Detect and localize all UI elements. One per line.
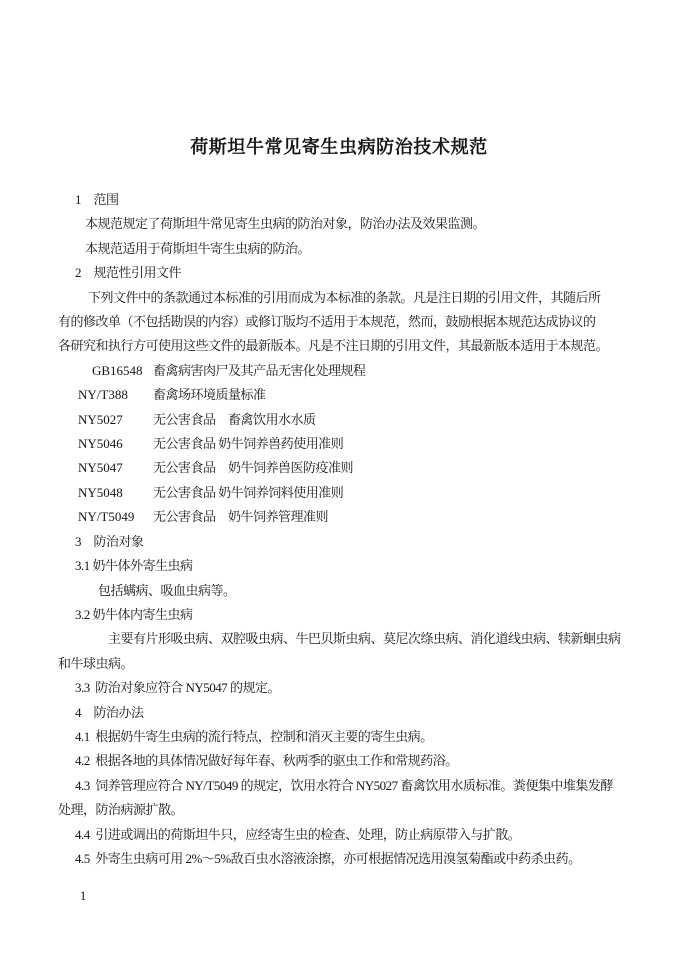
reference-desc: 无公害食品 畜禽饮用水水质 bbox=[153, 411, 316, 427]
section-3-2-paragraph-line: 和牛球虫病。 bbox=[58, 655, 134, 671]
section-4-4-clause: 4.4 引进或调出的荷斯坦牛只，应经寄生虫的检查、处理，防止病原带入与扩散。 bbox=[75, 826, 521, 842]
reference-code: NY/T388 bbox=[78, 387, 128, 403]
section-1-paragraph: 本规范适用于荷斯坦牛寄生虫病的防治。 bbox=[85, 240, 311, 256]
reference-item bbox=[58, 408, 620, 432]
reference-desc: 无公害食品 奶牛饲养兽医防疫准则 bbox=[153, 460, 354, 476]
section-4-3-clause-line: 4.3 饲养管理应符合 NY/T5049 的规定，饮用水符合 NY5027 畜禽饮用水质标准。粪便集中堆集发酵 bbox=[75, 777, 613, 793]
section-4-5-clause: 4.5 外寄生虫病可用 2%～5%敌百虫水溶液涂擦，亦可根据情况选用溴氢菊酯或中药杀虫药。 bbox=[75, 850, 581, 866]
reference-code: NY5027 bbox=[78, 411, 123, 427]
section-3-2-heading: 3.2 奶牛体内寄生虫病 bbox=[75, 606, 193, 622]
section-4-3-clause-line: 处理，防治病源扩散。 bbox=[58, 802, 184, 818]
section-2-intro-line: 下列文件中的条款通过本标准的引用而成为本标准的条款。凡是注日期的引用文件，其随后所 bbox=[88, 289, 601, 305]
reference-item bbox=[58, 359, 620, 383]
section-2-intro-line: 各研究和执行方可使用这些文件的最新版本。凡是不注日期的引用文件，其最新版本适用于本规范。 bbox=[58, 338, 609, 354]
reference-code: NY5048 bbox=[78, 484, 123, 500]
reference-item bbox=[58, 383, 620, 407]
reference-item bbox=[58, 432, 620, 456]
section-3-heading: 3 防治对象 bbox=[75, 533, 144, 549]
section-1-paragraph: 本规范规定了荷斯坦牛常见寄生虫病的防治对象，防治办法及效果监测。 bbox=[85, 216, 486, 232]
reference-code: NY/T5049 bbox=[78, 509, 135, 525]
document-title: 荷斯坦牛常见寄生虫病防治技术规范 bbox=[190, 137, 488, 157]
reference-desc: 畜禽病害肉尸及其产品无害化处理规程 bbox=[153, 362, 366, 378]
reference-code: NY5047 bbox=[78, 460, 123, 476]
document-content bbox=[58, 134, 620, 871]
reference-item bbox=[58, 456, 620, 480]
section-4-1-clause: 4.1 根据奶牛寄生虫病的流行特点，控制和消灭主要的寄生虫病。 bbox=[75, 728, 433, 744]
section-3-1-paragraph: 包括螨病、吸血虫病等。 bbox=[98, 582, 236, 598]
section-3-2-paragraph-line: 主要有片形吸虫病、双腔吸虫病、牛巴贝斯虫病、莫尼次绦虫病、消化道线虫病、犊新蛔虫病 bbox=[108, 631, 621, 647]
section-2-intro-line: 有的修改单（不包括勘误的内容）或修订版均不适用于本规范，然而，鼓励根据本规范达成协议的 bbox=[58, 314, 596, 330]
page-number: 1 bbox=[80, 889, 87, 903]
reference-code: GB16548 bbox=[92, 362, 143, 378]
section-3-1-heading: 3.1 奶牛体外寄生虫病 bbox=[75, 558, 193, 574]
reference-desc: 无公害食品 奶牛饲养饲料使用准则 bbox=[153, 484, 344, 500]
section-1-heading: 1 范围 bbox=[75, 192, 119, 207]
reference-desc: 无公害食品 奶牛饲养兽药使用准则 bbox=[153, 436, 344, 452]
reference-desc: 畜禽场环境质量标准 bbox=[153, 387, 266, 403]
section-2-heading: 2 规范性引用文件 bbox=[75, 265, 182, 281]
section-4-heading: 4 防治办法 bbox=[75, 704, 144, 720]
reference-code: NY5046 bbox=[78, 436, 123, 452]
section-3-3-clause: 3.3 防治对象应符合 NY5047 的规定。 bbox=[75, 680, 281, 696]
reference-item bbox=[58, 481, 620, 505]
document-body bbox=[58, 188, 620, 871]
section-4-2-clause: 4.2 根据各地的具体情况做好每年春、秋两季的驱虫工作和常规药浴。 bbox=[75, 753, 458, 769]
reference-desc: 无公害食品 奶牛饲养管理准则 bbox=[153, 509, 329, 525]
reference-item bbox=[58, 505, 620, 529]
